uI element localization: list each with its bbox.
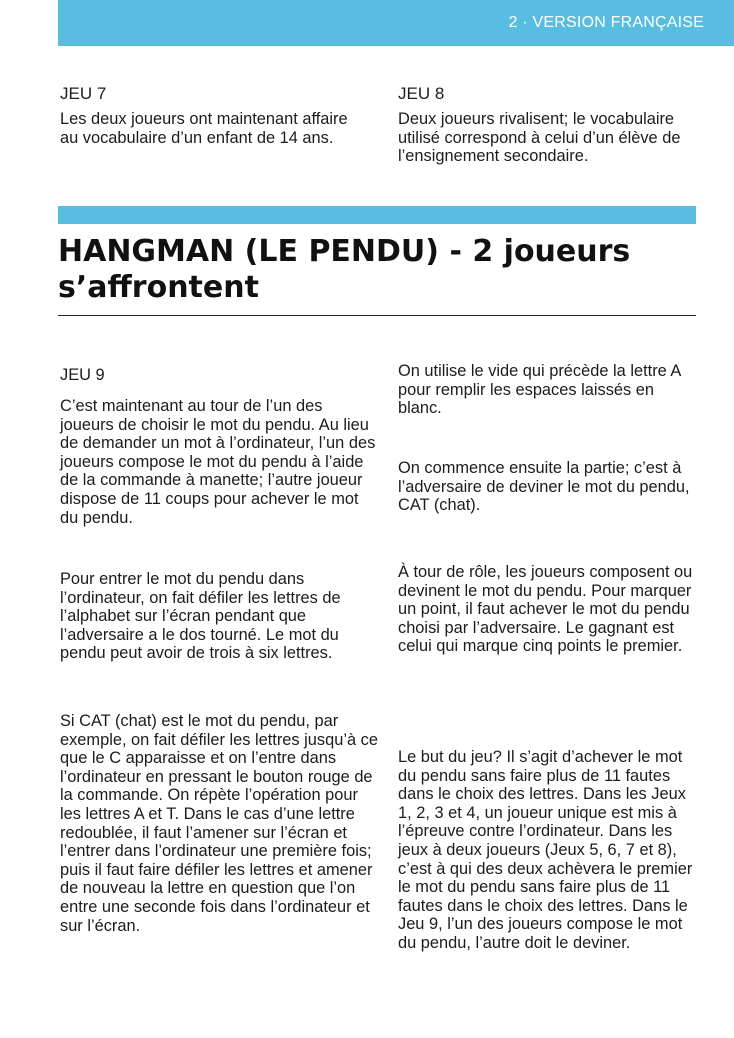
jeu8-heading: JEU 8	[398, 84, 445, 103]
section-label: 2 · VERSION FRANÇAISE	[508, 14, 704, 31]
jeu9-right-paragraph: On commence ensuite la partie; c’est à l’adversaire de deviner le mot du pendu, CAT (chat).	[398, 459, 690, 515]
section-divider-bar	[58, 206, 696, 224]
jeu7-block	[60, 84, 360, 147]
jeu9-left-paragraph: C’est maintenant au tour de l’un des joueurs de choisir le mot du pendu. Au lieu de demander un mot à l’ordinateur, l’un des joueurs compose le mot du pendu à l’aide de la commande à manette; l’autre joueur dispose de 11 coups pour achever le mot du pendu.	[60, 397, 376, 527]
jeu9-right-paragraph: À tour de rôle, les joueurs composent ou devinent le mot du pendu. Pour marquer un point, il faut achever le mot du pendu choisi par l’adversaire. Le gagnant est celui qui marque cinq points le premier.	[398, 563, 693, 656]
section-title: HANGMAN (LE PENDU) - 2 joueurs s’affrontent	[58, 234, 631, 305]
jeu9-left-paragraph: Pour entrer le mot du pendu dans l’ordinateur, on fait défiler les lettres de l’alphabet sur l’écran pendant que l’adversaire a le dos tourné. Le mot du pendu peut avoir de trois à six lettres.	[60, 570, 341, 663]
jeu7-heading: JEU 7	[60, 84, 107, 103]
header-bar	[58, 0, 734, 46]
jeu9-left-paragraph: Si CAT (chat) est le mot du pendu, par exemple, on fait défiler les lettres jusqu’à ce que le C apparaisse et on l’entre dans l’ordinateur en pressant le bouton rouge de la commande. On répète l’opération pour les lettres A et T. Dans le cas d’une lettre redoublée, il faut l’amener sur l’écran et l’entrer dans l’ordinateur une première fois; puis il faut faire défiler les lettres et amener de nouveau la lettre en question que l’on entre une seconde fois dans l’ordinateur et sur l’écran.	[60, 712, 378, 935]
title-underline	[58, 315, 696, 316]
jeu8-block	[398, 84, 690, 166]
jeu9-right-paragraph: Le but du jeu? Il s’agit d’achever le mot du pendu sans faire plus de 11 fautes dans le choix des lettres. Dans les Jeux 1, 2, 3 et 4, un joueur unique est mis à l’épreuve contre l’ordinateur. Dans les jeux à deux joueurs (Jeux 5, 6, 7 et 8), c’est à qui des deux achèvera le premier le mot du pendu sans faire plus de 11 fautes dans le choix des lettres. Dans le Jeu 9, l’un des joueurs compose le mot du pendu, l’autre doit le deviner.	[398, 748, 693, 952]
jeu8-text: Deux joueurs rivalisent; le vocabulaire utilisé correspond à celui d’un élève de l’ensignement secondaire.	[398, 110, 681, 166]
jeu7-text: Les deux joueurs ont maintenant affaire au vocabulaire d’un enfant de 14 ans.	[60, 110, 348, 147]
jeu9-right-paragraph: On utilise le vide qui précède la lettre A pour remplir les espaces laissés en blanc.	[398, 362, 681, 418]
jeu9-heading: JEU 9	[60, 366, 105, 384]
